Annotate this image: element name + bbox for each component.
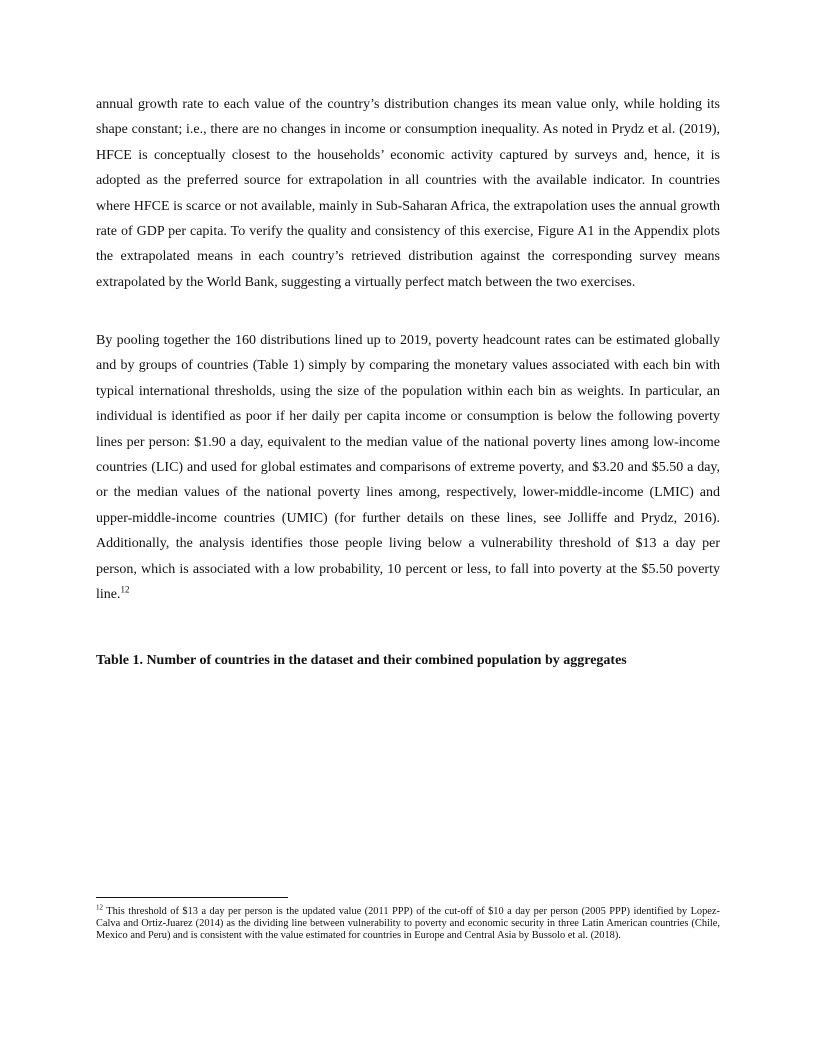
table-caption: Table 1. Number of countries in the dataset and their combined population by aggregates <box>96 653 627 668</box>
paragraph-poverty-lines <box>96 328 720 607</box>
paragraph-extrapolation-text: annual growth rate to each value of the country’s distribution changes its mean value only, while holding its shape constant; i.e., there are no changes in income or consumption inequality. As noted in Prydz et al. (2019), HFCE is conceptually closest to the households’ economic activity captured by surveys and, hence, it is adopted as the preferred source for extrapolation in all countries with the available indicator. In countries where HFCE is scarce or not available, mainly in Sub-Saharan Africa, the extrapolation uses the annual growth rate of GDP per capita. To verify the quality and consistency of this exercise, Figure A1 in the Appendix plots the extrapolated means in each country’s retrieved distribution against the corresponding survey means extrapolated by the World Bank, suggesting a virtually perfect match between the two exercises. <box>96 97 720 290</box>
paragraph-poverty-lines-text: By pooling together the 160 distributions lined up to 2019, poverty headcount rates can be estimated globally and by groups of countries (Table 1) simply by comparing the monetary values associated with each bin with typical international thresholds, using the size of the population within each bin as weights. In particular, an individual is identified as poor if her daily per capita income or consumption is below the following poverty lines per person: $1.90 a day, equivalent to the median value of the national poverty lines among low-income countries (LIC) and used for global estimates and comparisons of extreme poverty, and $3.20 and $5.50 a day, or the median values of the national poverty lines among, respectively, lower-middle-income (LMIC) and upper-middle-income countries (UMIC) (for further details on these lines, see Jolliffe and Prydz, 2016). Additionally, the analysis identifies those people living below a vulnerability threshold of $13 a day per person, which is associated with a low probability, 10 percent or less, to fall into poverty at the $5.50 poverty line. <box>96 333 720 603</box>
footnote-mark: 12 <box>96 903 103 912</box>
footnote-divider <box>96 897 288 898</box>
footnote-text: This threshold of $13 a day per person is the updated value (2011 PPP) of the cut-off of $10 a day per person (2005 PPP) identified by Lopez-Calva and Ortiz-Juarez (2014) as the dividing line between vulnerability to poverty and economic security in three Latin American countries (Chile, Mexico and Peru) and is consistent with the value estimated for countries in Europe and Central Asia by Bussolo et al. (2018). <box>96 906 720 942</box>
footnote-reference[interactable]: 12 <box>120 584 130 595</box>
paragraph-extrapolation <box>96 92 720 295</box>
footnote <box>96 903 720 943</box>
